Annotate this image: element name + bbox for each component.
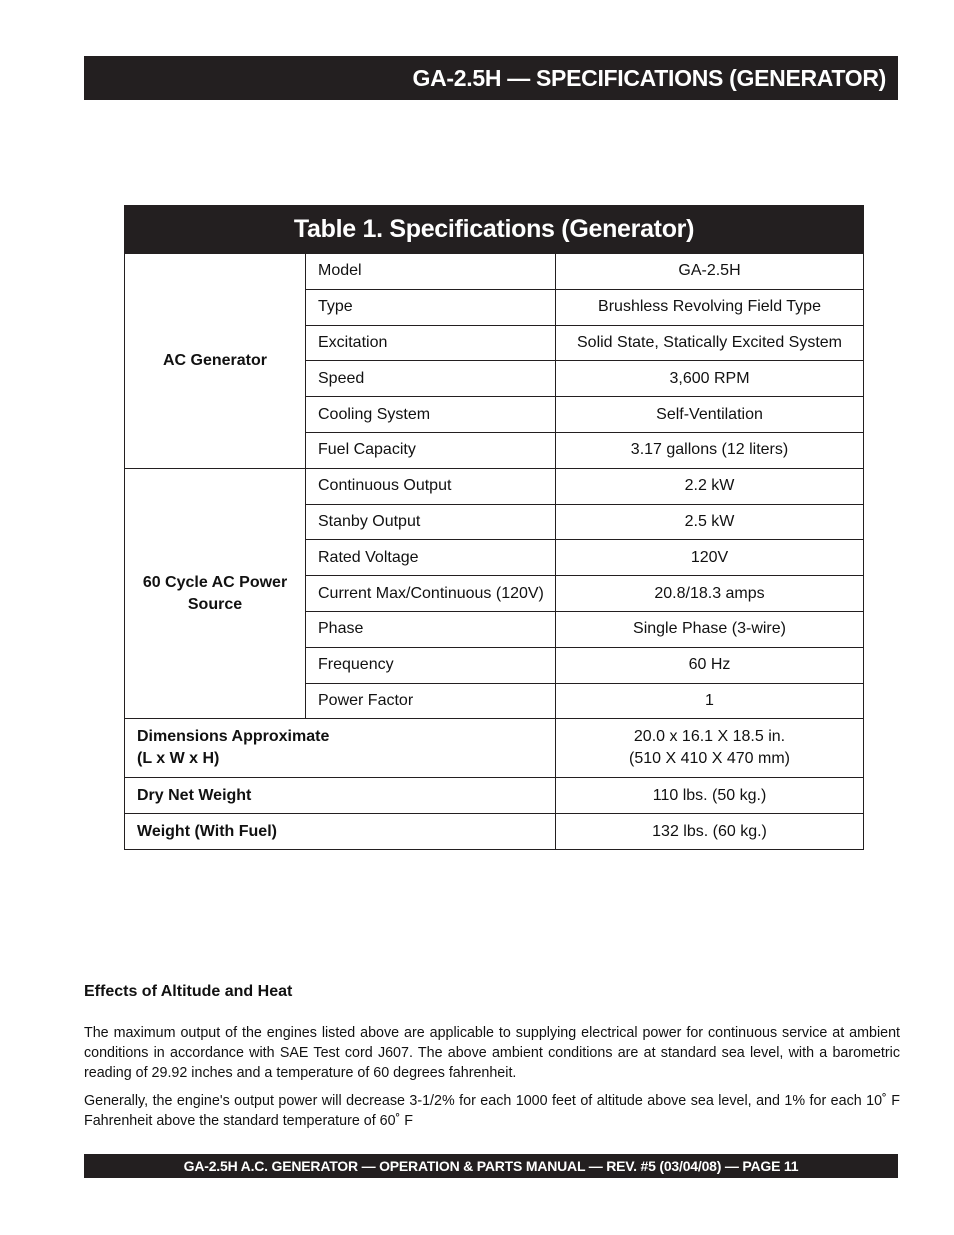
value-phase: Single Phase (3-wire)	[556, 611, 864, 647]
dimensions-value-line1: 20.0 x 16.1 X 18.5 in.	[633, 728, 786, 746]
param-fuel-capacity: Fuel Capacity	[306, 432, 556, 468]
param-speed: Speed	[306, 361, 556, 397]
dimensions-label	[125, 719, 556, 778]
dimensions-value	[556, 719, 864, 778]
value-continuous-output: 2.2 kW	[556, 468, 864, 504]
param-cooling-system: Cooling System	[306, 397, 556, 433]
value-fuel-capacity: 3.17 gallons (12 liters)	[556, 432, 864, 468]
param-rated-voltage: Rated Voltage	[306, 540, 556, 576]
param-model: Model	[306, 254, 556, 290]
param-standby-output: Stanby Output	[306, 504, 556, 540]
param-continuous-output: Continuous Output	[306, 468, 556, 504]
value-model: GA-2.5H	[556, 254, 864, 290]
table-row	[125, 814, 864, 850]
param-power-factor: Power Factor	[306, 683, 556, 719]
altitude-paragraph-2: Generally, the engine's output power will decrease 3-1/2% for each 1000 feet of altitude above sea level, and 1% for each 10˚ F Fahrenheit above the standard temperature of 60˚ F	[84, 1093, 900, 1129]
value-rated-voltage: 120V	[556, 540, 864, 576]
group-label-power-source-line2: Source	[187, 595, 243, 613]
param-excitation: Excitation	[306, 325, 556, 361]
dimensions-value-line2: (510 X 410 X 470 mm)	[629, 750, 790, 768]
param-type: Type	[306, 289, 556, 325]
altitude-paragraph-1: The maximum output of the engines listed above are applicable to supplying electrical power for continuous service at ambient conditions in accordance with SAE Test cord J607. The above ambient conditions are at standard sea level, with a barometric reading of 29.92 inches and a temperature of 60 degrees fahrenheit.	[84, 1025, 900, 1081]
page-footer-text: GA-2.5H A.C. GENERATOR — OPERATION & PARTS MANUAL — REV. #5 (03/04/08) — PAGE 11	[183, 1158, 799, 1174]
group-label-power-source	[125, 468, 306, 719]
table-row	[125, 778, 864, 814]
group-label-ac-generator: AC Generator	[125, 254, 306, 469]
page-header	[84, 56, 898, 100]
param-current: Current Max/Continuous (120V)	[306, 576, 556, 612]
value-frequency: 60 Hz	[556, 647, 864, 683]
param-phase: Phase	[306, 611, 556, 647]
table-row	[125, 468, 864, 504]
page-header-title: GA-2.5H — SPECIFICATIONS (GENERATOR)	[412, 64, 886, 91]
value-type: Brushless Revolving Field Type	[556, 289, 864, 325]
value-current: 20.8/18.3 amps	[556, 576, 864, 612]
dry-weight-label: Dry Net Weight	[125, 778, 556, 814]
altitude-section-heading: Effects of Altitude and Heat	[84, 983, 293, 1000]
table-title-row	[125, 206, 864, 254]
dry-weight-value: 110 lbs. (50 kg.)	[556, 778, 864, 814]
dimensions-label-line1: Dimensions Approximate	[137, 728, 330, 746]
value-excitation: Solid State, Statically Excited System	[556, 325, 864, 361]
value-power-factor: 1	[556, 683, 864, 719]
value-speed: 3,600 RPM	[556, 361, 864, 397]
value-standby-output: 2.5 kW	[556, 504, 864, 540]
param-frequency: Frequency	[306, 647, 556, 683]
wet-weight-label: Weight (With Fuel)	[125, 814, 556, 850]
table-row	[125, 254, 864, 290]
page-footer	[84, 1154, 898, 1178]
specifications-table	[124, 205, 864, 850]
group-label-power-source-line1: 60 Cycle AC Power	[142, 573, 288, 591]
value-cooling-system: Self-Ventilation	[556, 397, 864, 433]
dimensions-label-line2: (L x W x H)	[137, 750, 220, 768]
table-title: Table 1. Specifications (Generator)	[125, 206, 864, 254]
wet-weight-value: 132 lbs. (60 kg.)	[556, 814, 864, 850]
table-row	[125, 719, 864, 778]
